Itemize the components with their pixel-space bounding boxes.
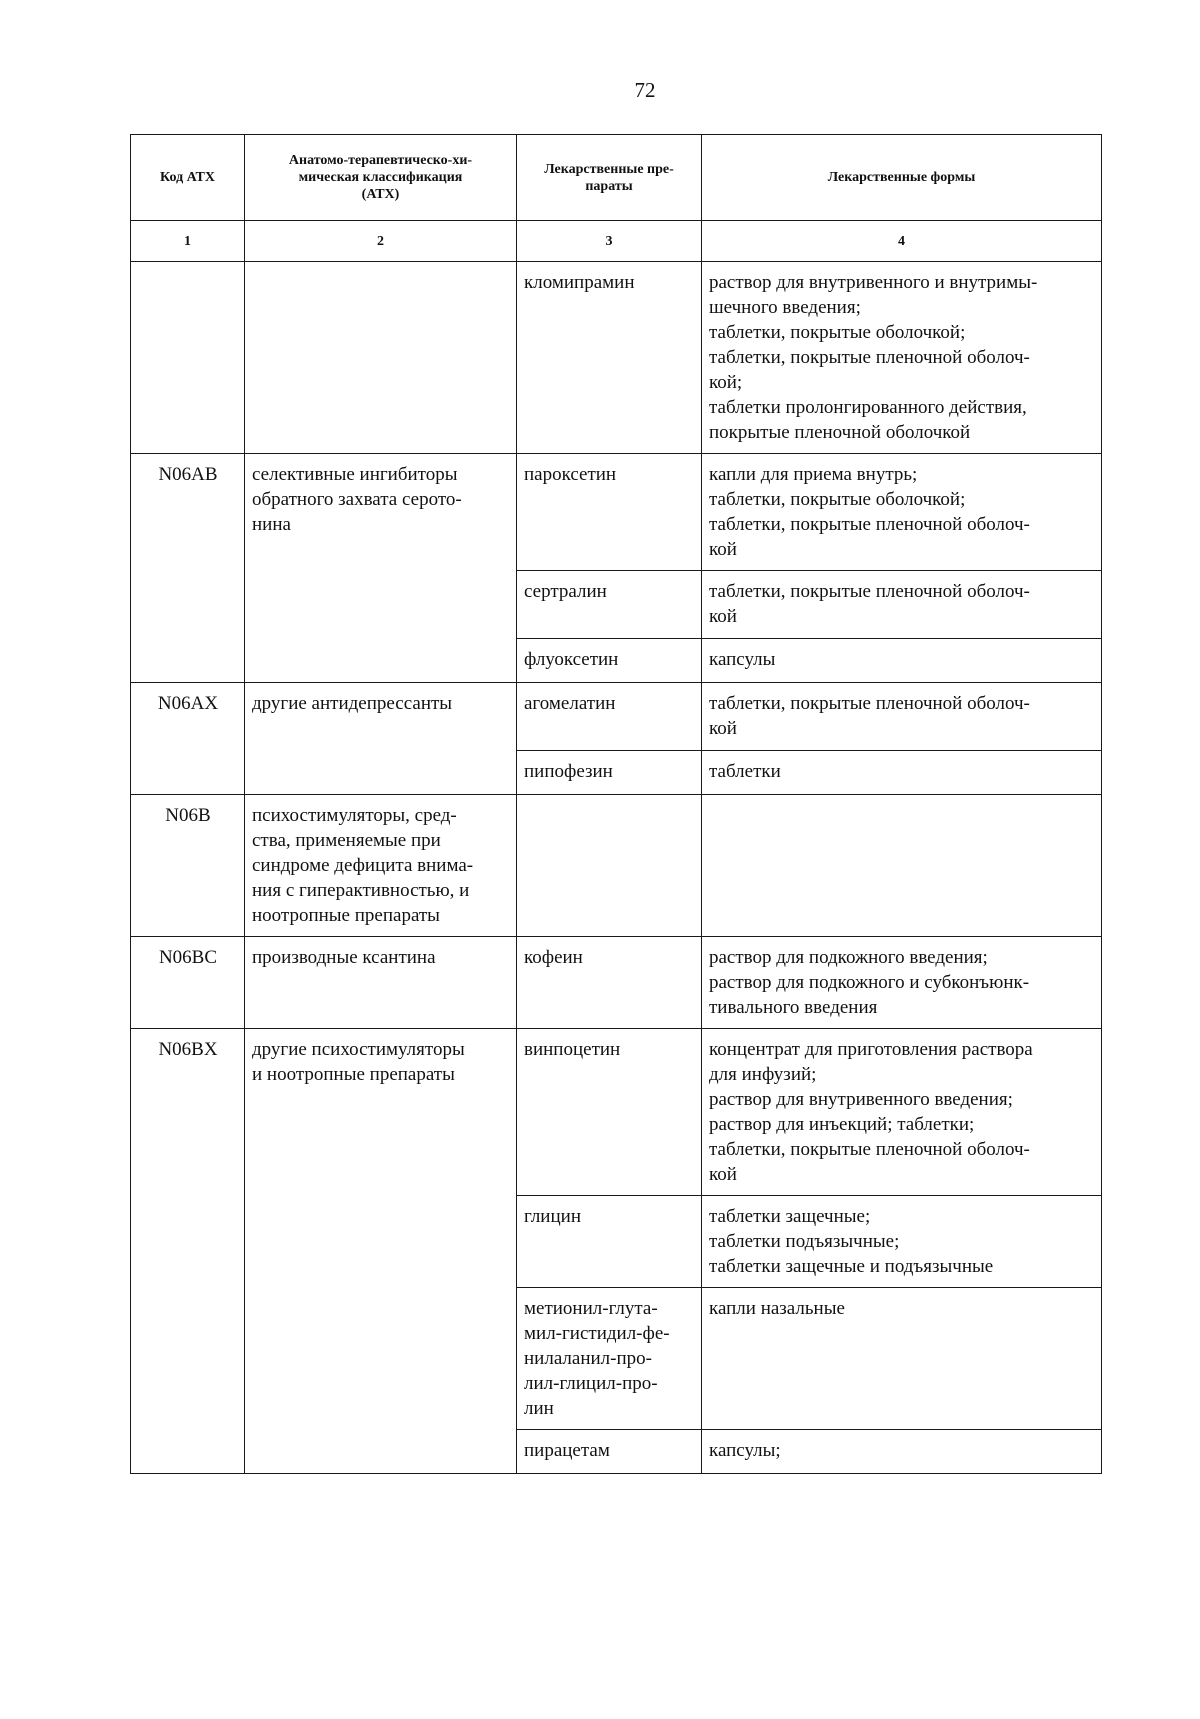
drug-name-cell-line: метионил-глута- — [524, 1298, 658, 1319]
dosage-forms-cell-line: капсулы; — [709, 1440, 781, 1461]
table-body — [131, 262, 1102, 1474]
dosage-forms-cell — [702, 1029, 1102, 1196]
dosage-forms-cell — [702, 1430, 1102, 1474]
atc-classification-cell-line: другие антидепрессанты — [252, 693, 453, 714]
drug-name-cell-line: кофеин — [524, 947, 583, 968]
dosage-forms-cell — [702, 571, 1102, 639]
drug-name-cell-line: агомелатин — [524, 693, 616, 714]
dosage-forms-cell — [702, 795, 1102, 937]
dosage-forms-cell-line: кой; — [709, 372, 743, 393]
atc-code-cell: N06AX — [131, 683, 245, 795]
dosage-forms-cell-line: капли назальные — [709, 1298, 845, 1319]
atc-classification-cell-line: ноотропные препараты — [252, 905, 440, 926]
dosage-forms-cell-line: таблетки защечные; — [709, 1206, 871, 1227]
dosage-forms-cell-line: таблетки, покрытые пленочной оболоч- — [709, 581, 1030, 602]
drug-name-cell — [517, 1430, 702, 1474]
dosage-forms-cell-line: кой — [709, 606, 737, 627]
dosage-forms-cell-line: раствор для подкожного и субконъюнк- — [709, 972, 1030, 993]
table-header-row — [131, 135, 1102, 221]
drug-name-cell — [517, 639, 702, 683]
atc-classification-cell — [245, 937, 517, 1029]
atc-classification-cell-line: синдроме дефицита внима- — [252, 855, 474, 876]
dosage-forms-cell — [702, 639, 1102, 683]
atc-classification-cell-line: ства, применяемые при — [252, 830, 441, 851]
header-line: мическая классификация — [298, 170, 463, 185]
drug-name-cell — [517, 683, 702, 751]
atc-code-cell: N06BX — [131, 1029, 245, 1474]
dosage-forms-cell — [702, 1196, 1102, 1288]
drug-name-cell — [517, 751, 702, 795]
table-row — [131, 937, 1102, 1029]
atc-code-cell — [131, 262, 245, 454]
atc-code-cell: N06BC — [131, 937, 245, 1029]
table-row — [131, 795, 1102, 937]
drug-name-cell-line: винпоцетин — [524, 1039, 621, 1060]
dosage-forms-cell-line: кой — [709, 1164, 737, 1185]
drug-name-cell — [517, 1029, 702, 1196]
dosage-forms-cell — [702, 262, 1102, 454]
dosage-forms-cell-line: таблетки, покрытые пленочной оболоч- — [709, 1139, 1030, 1160]
drug-name-cell-line: сертралин — [524, 581, 607, 602]
dosage-forms-cell-line: раствор для внутривенного и внутримы- — [709, 272, 1038, 293]
atc-code-cell: N06B — [131, 795, 245, 937]
atc-classification-cell — [245, 1029, 517, 1474]
header-forms — [702, 135, 1102, 221]
dosage-forms-cell-line: раствор для внутривенного введения; — [709, 1089, 1013, 1110]
page-number: 72 — [634, 78, 656, 102]
drug-name-cell-line: флуоксетин — [524, 649, 619, 670]
dosage-forms-cell — [702, 454, 1102, 571]
column-number: 3 — [517, 221, 702, 262]
dosage-forms-cell-line: таблетки — [709, 761, 781, 782]
header-classification — [245, 135, 517, 221]
column-number: 1 — [131, 221, 245, 262]
drug-name-cell-line: нилаланил-про- — [524, 1348, 652, 1369]
atc-classification-cell-line: обратного захвата серото- — [252, 489, 462, 510]
drug-name-cell — [517, 1288, 702, 1430]
drug-name-cell — [517, 795, 702, 937]
column-number-row — [131, 221, 1102, 262]
dosage-forms-cell-line: таблетки, покрытые оболочкой; — [709, 489, 966, 510]
dosage-forms-cell — [702, 937, 1102, 1029]
dosage-forms-cell-line: таблетки, покрытые пленочной оболоч- — [709, 347, 1030, 368]
drug-name-cell — [517, 1196, 702, 1288]
atc-classification-cell — [245, 454, 517, 683]
atc-classification-cell-line: селективные ингибиторы — [252, 464, 458, 485]
atc-drug-table — [130, 134, 1102, 1474]
dosage-forms-cell-line: раствор для подкожного введения; — [709, 947, 988, 968]
atc-classification-cell — [245, 683, 517, 795]
column-number: 2 — [245, 221, 517, 262]
header-line: параты — [585, 178, 633, 194]
header-drugs — [517, 135, 702, 221]
atc-classification-cell-line: нина — [252, 514, 291, 535]
atc-classification-cell-line: и ноотропные препараты — [252, 1064, 455, 1085]
dosage-forms-cell — [702, 1288, 1102, 1430]
dosage-forms-cell — [702, 751, 1102, 795]
header-line: Лекарственные формы — [827, 170, 976, 185]
atc-classification-cell-line: психостимуляторы, сред- — [252, 805, 457, 826]
column-number: 4 — [702, 221, 1102, 262]
dosage-forms-cell-line: таблетки защечные и подъязычные — [709, 1256, 994, 1277]
header-line: Код АТХ — [160, 170, 215, 185]
drug-name-cell-line: кломипрамин — [524, 272, 635, 293]
dosage-forms-cell-line: таблетки, покрытые пленочной оболоч- — [709, 514, 1030, 535]
header-line: Анатомо-терапевтическо-хи- — [288, 153, 473, 168]
dosage-forms-cell-line: таблетки, покрытые оболочкой; — [709, 322, 966, 343]
header-line: Лекарственные пре- — [544, 161, 674, 177]
drug-name-cell-line: лил-глицил-про- — [524, 1373, 658, 1394]
dosage-forms-cell-line: раствор для инъекций; таблетки; — [709, 1114, 975, 1135]
atc-code-cell: N06AB — [131, 454, 245, 683]
drug-name-cell — [517, 454, 702, 571]
table-row — [131, 262, 1102, 454]
dosage-forms-cell-line: концентрат для приготовления раствора — [709, 1039, 1033, 1060]
dosage-forms-cell-line: таблетки пролонгированного действия, — [709, 397, 1027, 418]
dosage-forms-cell-line: кой — [709, 718, 737, 739]
dosage-forms-cell-line: шечного введения; — [709, 297, 861, 318]
dosage-forms-cell-line: таблетки подъязычные; — [709, 1231, 900, 1252]
drug-name-cell-line: пипофезин — [524, 761, 613, 782]
table-row — [131, 683, 1102, 751]
drug-name-cell-line: пароксетин — [524, 464, 617, 485]
atc-classification-cell-line: производные ксантина — [252, 947, 436, 968]
drug-name-cell — [517, 571, 702, 639]
atc-classification-cell — [245, 262, 517, 454]
drug-name-cell-line: лин — [524, 1398, 554, 1419]
drug-name-cell — [517, 262, 702, 454]
table-row — [131, 1029, 1102, 1196]
dosage-forms-cell-line: капли для приема внутрь; — [709, 464, 918, 485]
dosage-forms-cell-line: кой — [709, 539, 737, 560]
atc-classification-cell-line: ния с гиперактивностью, и — [252, 880, 470, 901]
header-line: (АТХ) — [361, 187, 400, 202]
dosage-forms-cell-line: таблетки, покрытые пленочной оболоч- — [709, 693, 1030, 714]
table-row — [131, 454, 1102, 571]
atc-classification-cell — [245, 795, 517, 937]
dosage-forms-cell-line: капсулы — [709, 649, 776, 670]
drug-name-cell — [517, 937, 702, 1029]
atc-classification-cell-line: другие психостимуляторы — [252, 1039, 465, 1060]
dosage-forms-cell-line: тивального введения — [709, 997, 878, 1018]
dosage-forms-cell-line: покрытые пленочной оболочкой — [709, 422, 971, 443]
drug-name-cell-line: пирацетам — [524, 1440, 610, 1461]
drug-name-cell-line: мил-гистидил-фе- — [524, 1323, 670, 1344]
drug-name-cell-line: глицин — [524, 1206, 581, 1227]
dosage-forms-cell — [702, 683, 1102, 751]
dosage-forms-cell-line: для инфузий; — [709, 1064, 817, 1085]
header-code — [131, 135, 245, 221]
